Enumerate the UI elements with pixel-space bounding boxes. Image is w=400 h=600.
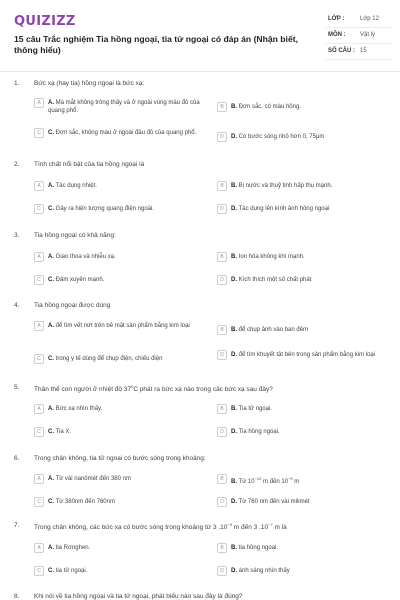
option-letter-box: D [217, 566, 227, 576]
option-text: C. Tia X. [48, 429, 72, 435]
option-letter-box: B [217, 325, 227, 335]
question-text: Tia hồng ngoại được dùng [34, 302, 111, 309]
option-text: A. Tác dụng nhiệt. [48, 183, 97, 189]
meta-row-class [326, 12, 392, 28]
option-letter-box: A [34, 321, 44, 331]
option-a[interactable] [34, 98, 204, 120]
meta-key: SỐ CÂU : [328, 48, 355, 54]
meta-key: LỚP : [328, 16, 345, 22]
option-a[interactable] [34, 252, 204, 268]
option-text: C. Từ 380nm đến 760nm [48, 499, 115, 505]
option-letter-box: C [34, 427, 44, 437]
option-letter-box: C [34, 275, 44, 285]
meta-row-subject [326, 28, 392, 44]
option-letter-box: B [217, 543, 227, 553]
option-d[interactable] [217, 566, 387, 582]
question-number: 8. [14, 593, 20, 600]
option-d[interactable] [217, 275, 387, 291]
option-b[interactable] [217, 543, 387, 559]
option-letter-box: A [34, 181, 44, 191]
option-text: C. Gây ra hiện tượng quang điện ngoài. [48, 206, 155, 212]
option-text: A. Giao thoa và nhiễu xạ. [48, 254, 116, 260]
option-b[interactable] [217, 474, 387, 490]
option-text: D. ánh sáng nhìn thấy [231, 568, 290, 574]
question-number: 2. [14, 161, 20, 168]
option-text: D. Kích thích một số chất phát [231, 277, 312, 283]
question-text: Trong chân không, các bức xạ có bước sóng trong khoảng từ 3 $.10^{-9}$ m đến 3 $.10^{-7}$ m là [34, 522, 287, 532]
option-text: D. Tia hồng ngoại. [231, 429, 280, 435]
option-text: D. Từ 760 nm đến vài milimét [231, 499, 310, 505]
option-a[interactable] [34, 404, 204, 420]
option-letter-box: B [217, 474, 227, 484]
option-d[interactable] [217, 132, 387, 148]
option-letter-box: A [34, 543, 44, 553]
option-letter-box: A [34, 404, 44, 414]
question-text: Bức xạ (hay tia) hồng ngoại là bức xạ: [34, 80, 145, 87]
document-header [0, 0, 400, 72]
option-text: C. Đâm xuyên mạnh. [48, 277, 105, 283]
option-text: B. để chụp ảnh vào ban đêm [231, 327, 309, 333]
option-text: B. Ion hóa không khí mạnh. [231, 254, 305, 260]
option-letter-box: C [34, 497, 44, 507]
option-text: A. để tìm vết nứt trên bề mặt sản phẩm bằng kim loại [48, 323, 190, 329]
option-a[interactable] [34, 543, 204, 559]
meta-info-box [326, 12, 390, 60]
option-letter-box: D [217, 350, 227, 360]
meta-row-count [326, 44, 392, 60]
option-letter-box: C [34, 566, 44, 576]
option-letter-box: C [34, 354, 44, 364]
option-c[interactable] [34, 566, 204, 582]
option-a[interactable] [34, 321, 204, 343]
option-letter-box: B [217, 404, 227, 414]
meta-value: Vật lý [360, 32, 376, 38]
option-text: C. trong y tế dùng để chụp điện, chiếu điện [48, 356, 163, 362]
option-text: A. tia Rơnghen. [48, 545, 91, 551]
question-text: Tính chất nổi bật của tia hồng ngoại là [34, 161, 145, 168]
option-letter-box: D [217, 497, 227, 507]
option-letter-box: A [34, 98, 44, 108]
option-d[interactable] [217, 497, 387, 513]
option-text: C. tia tử ngoại. [48, 568, 88, 574]
question-text: Tia hồng ngoại có khả năng: [34, 232, 116, 239]
option-letter-box: D [217, 275, 227, 285]
option-b[interactable] [217, 181, 387, 197]
option-c[interactable] [34, 497, 204, 513]
option-text: C. Đơn sắc, không màu ở ngoài đầu đỏ của quang phổ. [48, 130, 197, 136]
option-letter-box: A [34, 252, 44, 262]
question-number: 3. [14, 232, 20, 239]
option-b[interactable] [217, 252, 387, 268]
option-b[interactable] [217, 404, 387, 420]
option-c[interactable] [34, 354, 204, 370]
meta-value: Lớp 12 [360, 16, 379, 22]
meta-value: 15 [360, 48, 367, 54]
option-text: D. Có bước sóng nhỏ hơn 0, 75μm [231, 134, 325, 140]
option-text: D. để tìm khuyết tật bên trong sản phẩm bằng kim loại [231, 352, 376, 358]
option-a[interactable] [34, 474, 204, 490]
option-text: A. Từ vài nanômét đến 380 nm [48, 476, 131, 482]
option-text: D. Tác dụng lên kính ảnh hồng ngoại [231, 206, 330, 212]
option-letter-box: A [34, 474, 44, 484]
option-text: A. Mà mắt không trông thấy và ở ngoài vùng màu đỏ của quang phổ. [48, 100, 200, 114]
option-text: A. Bức xạ nhìn thấy. [48, 406, 103, 412]
question-text: Trong chân không, tia tử ngoại có bước sóng trong khoảng: [34, 455, 206, 462]
option-c[interactable] [34, 275, 204, 291]
option-c[interactable] [34, 128, 204, 150]
option-letter-box: B [217, 102, 227, 112]
option-d[interactable] [217, 204, 387, 220]
question-text: Khi nói về tia hồng ngoại và tia tử ngoại, phát biểu nào sau đây là đúng? [34, 593, 243, 600]
option-letter-box: D [217, 427, 227, 437]
option-letter-box: D [217, 204, 227, 214]
option-letter-box: B [217, 252, 227, 262]
option-letter-box: B [217, 181, 227, 191]
question-number: 7. [14, 522, 20, 529]
option-c[interactable] [34, 204, 204, 220]
option-letter-box: D [217, 132, 227, 142]
meta-key: MÔN : [328, 32, 346, 38]
option-b[interactable] [217, 102, 387, 118]
option-c[interactable] [34, 427, 204, 443]
option-text: B. tia hồng ngoại. [231, 545, 279, 551]
option-d[interactable] [217, 427, 387, 443]
option-text: B. Bị nước và thuỷ tinh hấp thụ mạnh. [231, 183, 333, 189]
question-number: 5. [14, 384, 20, 391]
option-b[interactable] [217, 325, 387, 341]
option-letter-box: C [34, 204, 44, 214]
option-text: B. Từ $10^{-12}$ m đến $10^{-9}$ m [231, 476, 300, 485]
option-text: B. Đơn sắc, có màu hồng. [231, 104, 301, 110]
option-text: B. Tia tử ngoại. [231, 406, 273, 412]
option-d[interactable] [217, 350, 387, 372]
question-number: 1. [14, 80, 20, 87]
option-a[interactable] [34, 181, 204, 197]
quizizz-logo: QUIZIZZ [14, 14, 76, 29]
option-letter-box: C [34, 128, 44, 138]
question-number: 6. [14, 455, 20, 462]
question-text: Thân thể con người ở nhiệt độ $37^0C$ phát ra bức xạ nào trong các bức xạ sau đây? [34, 384, 273, 394]
question-number: 4. [14, 302, 20, 309]
document-title: 15 câu Trắc nghiệm Tia hồng ngoại, tia tử ngoại có đáp án (Nhận biết, thông hiểu) [14, 34, 298, 55]
